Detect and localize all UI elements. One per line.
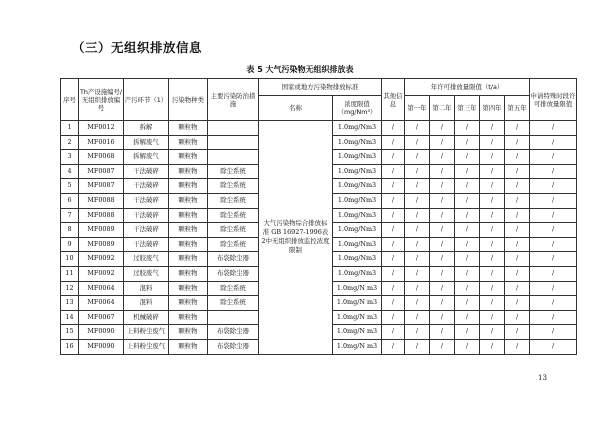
cell-process: 上料粉尘废气 xyxy=(124,325,169,340)
cell-y1: / xyxy=(405,179,430,194)
cell-y3: / xyxy=(455,325,480,340)
cell-y1: / xyxy=(405,266,430,281)
cell-y3: / xyxy=(455,208,480,223)
cell-y1: / xyxy=(405,150,430,165)
header-standard-group: 国家或地方污染物排放标准 xyxy=(259,79,382,96)
cell-facility: MF0068 xyxy=(79,150,124,165)
cell-y5: / xyxy=(505,281,530,296)
cell-process: 过胶废气 xyxy=(124,252,169,267)
cell-y1: / xyxy=(405,296,430,311)
cell-control xyxy=(208,121,259,136)
cell-y5: / xyxy=(505,150,530,165)
cell-special: / xyxy=(530,325,577,340)
cell-control: 布袋除尘器 xyxy=(208,252,259,267)
cell-y5: / xyxy=(505,164,530,179)
cell-y5: / xyxy=(505,135,530,150)
cell-control: 除尘系统 xyxy=(208,296,259,311)
cell-y4: / xyxy=(480,339,505,354)
cell-special: / xyxy=(530,164,577,179)
cell-y2: / xyxy=(430,150,455,165)
cell-pollutant: 颗粒物 xyxy=(169,237,208,252)
cell-y4: / xyxy=(480,208,505,223)
cell-control: 除尘系统 xyxy=(208,281,259,296)
cell-special: / xyxy=(530,121,577,136)
cell-seq: 10 xyxy=(61,252,79,267)
header-special: 申请特殊时段许可排放量限值 xyxy=(530,79,577,121)
cell-pollutant: 颗粒物 xyxy=(169,179,208,194)
cell-other: / xyxy=(382,296,405,311)
cell-process: 干法破碎 xyxy=(124,223,169,238)
cell-special: / xyxy=(530,281,577,296)
cell-y4: / xyxy=(480,179,505,194)
header-year5: 第五年 xyxy=(505,96,530,121)
cell-process: 干法破碎 xyxy=(124,193,169,208)
cell-other: / xyxy=(382,135,405,150)
cell-y2: / xyxy=(430,281,455,296)
cell-y5: / xyxy=(505,310,530,325)
cell-seq: 15 xyxy=(61,325,79,340)
cell-pollutant: 颗粒物 xyxy=(169,208,208,223)
cell-seq: 16 xyxy=(61,339,79,354)
cell-facility: MF0087 xyxy=(79,179,124,194)
cell-process: 上料粉尘废气 xyxy=(124,339,169,354)
header-control: 主要污染防治措施 xyxy=(208,79,259,121)
cell-facility: MF0064 xyxy=(79,296,124,311)
cell-special: / xyxy=(530,339,577,354)
section-title: （三）无组织排放信息 xyxy=(72,40,203,55)
cell-other: / xyxy=(382,208,405,223)
cell-control: 除尘系统 xyxy=(208,164,259,179)
cell-special: / xyxy=(530,310,577,325)
cell-conc: 1.0mg/Nm3 xyxy=(333,208,382,223)
header-year1: 第一年 xyxy=(405,96,430,121)
cell-special: / xyxy=(530,252,577,267)
cell-y3: / xyxy=(455,179,480,194)
cell-special: / xyxy=(530,179,577,194)
cell-y3: / xyxy=(455,164,480,179)
cell-facility: MF0090 xyxy=(79,339,124,354)
header-pollutant: 污染物种类 xyxy=(169,79,208,121)
cell-conc: 1.0mg/N m3 xyxy=(333,339,382,354)
cell-seq: 13 xyxy=(61,296,79,311)
cell-pollutant: 颗粒物 xyxy=(169,325,208,340)
cell-y1: / xyxy=(405,237,430,252)
cell-seq: 3 xyxy=(61,150,79,165)
cell-pollutant: 颗粒物 xyxy=(169,252,208,267)
cell-y4: / xyxy=(480,223,505,238)
cell-pollutant: 颗粒物 xyxy=(169,339,208,354)
cell-process: 混料 xyxy=(124,281,169,296)
cell-facility: MF0012 xyxy=(79,121,124,136)
cell-conc: 1.0mg/Nm3 xyxy=(333,164,382,179)
cell-y1: / xyxy=(405,281,430,296)
cell-y1: / xyxy=(405,121,430,136)
header-process: 产污环节（1） xyxy=(124,79,169,121)
cell-y2: / xyxy=(430,223,455,238)
cell-y2: / xyxy=(430,325,455,340)
cell-facility: MF0092 xyxy=(79,266,124,281)
cell-y3: / xyxy=(455,237,480,252)
cell-y4: / xyxy=(480,150,505,165)
cell-process: 干法破碎 xyxy=(124,208,169,223)
cell-y5: / xyxy=(505,325,530,340)
cell-y4: / xyxy=(480,252,505,267)
cell-seq: 14 xyxy=(61,310,79,325)
cell-y3: / xyxy=(455,281,480,296)
cell-facility: MF0089 xyxy=(79,223,124,238)
cell-y4: / xyxy=(480,325,505,340)
cell-seq: 8 xyxy=(61,223,79,238)
cell-conc: 1.0mg/Nm3 xyxy=(333,193,382,208)
cell-special: / xyxy=(530,150,577,165)
cell-pollutant: 颗粒物 xyxy=(169,164,208,179)
emission-table xyxy=(60,78,577,355)
cell-seq: 5 xyxy=(61,179,79,194)
cell-other: / xyxy=(382,339,405,354)
cell-control: 布袋除尘器 xyxy=(208,266,259,281)
cell-y1: / xyxy=(405,339,430,354)
cell-other: / xyxy=(382,121,405,136)
cell-facility: MF0089 xyxy=(79,237,124,252)
cell-conc: 1.0mg/N m3 xyxy=(333,310,382,325)
cell-pollutant: 颗粒物 xyxy=(169,223,208,238)
cell-facility: MF0067 xyxy=(79,310,124,325)
cell-control: 布袋除尘器 xyxy=(208,325,259,340)
table-caption: 表 5 大气污染物无组织排放表 xyxy=(246,65,354,74)
cell-y4: / xyxy=(480,135,505,150)
cell-pollutant: 颗粒物 xyxy=(169,266,208,281)
cell-y2: / xyxy=(430,296,455,311)
cell-y3: / xyxy=(455,252,480,267)
cell-process: 干法破碎 xyxy=(124,179,169,194)
cell-other: / xyxy=(382,310,405,325)
cell-conc: 1.0mg/Nm3 xyxy=(333,121,382,136)
cell-conc: 1.0mg/N m3 xyxy=(333,281,382,296)
header-seq: 序号 xyxy=(61,79,79,121)
cell-y1: / xyxy=(405,310,430,325)
header-year4: 第四年 xyxy=(480,96,505,121)
cell-y4: / xyxy=(480,164,505,179)
cell-special: / xyxy=(530,266,577,281)
cell-facility: MF0088 xyxy=(79,193,124,208)
cell-seq: 9 xyxy=(61,237,79,252)
cell-y1: / xyxy=(405,252,430,267)
cell-y5: / xyxy=(505,266,530,281)
cell-y3: / xyxy=(455,150,480,165)
cell-process: 干法破碎 xyxy=(124,164,169,179)
cell-y3: / xyxy=(455,135,480,150)
cell-conc: 1.0mg/Nm3 xyxy=(333,223,382,238)
cell-y5: / xyxy=(505,223,530,238)
cell-process: 过胶废气 xyxy=(124,266,169,281)
cell-seq: 7 xyxy=(61,208,79,223)
cell-y2: / xyxy=(430,164,455,179)
cell-conc: 1.0mg/Nm3 xyxy=(333,135,382,150)
cell-control: 除尘系统 xyxy=(208,193,259,208)
cell-y4: / xyxy=(480,296,505,311)
cell-y2: / xyxy=(430,339,455,354)
cell-special: / xyxy=(530,208,577,223)
cell-other: / xyxy=(382,164,405,179)
cell-process: 拆解 xyxy=(124,121,169,136)
cell-y2: / xyxy=(430,121,455,136)
cell-other: / xyxy=(382,150,405,165)
cell-facility: MF0016 xyxy=(79,135,124,150)
cell-other: / xyxy=(382,325,405,340)
cell-conc: 1.0mg/N m3 xyxy=(333,325,382,340)
cell-conc: 1.0mg/Nm3 xyxy=(333,252,382,267)
cell-process: 拆解废气 xyxy=(124,150,169,165)
cell-control: 除尘系统 xyxy=(208,179,259,194)
cell-facility: MF0088 xyxy=(79,208,124,223)
cell-seq: 11 xyxy=(61,266,79,281)
header-annual-group: 年许可排放量限值（t/a） xyxy=(405,79,530,96)
header-concentration: 浓度限值（mg/Nm³） xyxy=(333,96,382,121)
cell-control xyxy=(208,150,259,165)
cell-y3: / xyxy=(455,193,480,208)
cell-conc: 1.0mg/Nm3 xyxy=(333,179,382,194)
header-standard-name: 名称 xyxy=(259,96,333,121)
cell-pollutant: 颗粒物 xyxy=(169,310,208,325)
cell-y4: / xyxy=(480,310,505,325)
cell-conc: 1.0mg/Nm3 xyxy=(333,237,382,252)
cell-special: / xyxy=(530,193,577,208)
cell-y3: / xyxy=(455,121,480,136)
cell-y3: / xyxy=(455,296,480,311)
standard-name-cell: 大气污染物综合排放标准 GB 16927-1996表2中无组织排放监控浓度限制 xyxy=(259,121,333,355)
cell-conc: 1.0mg/Nm3 xyxy=(333,266,382,281)
cell-seq: 6 xyxy=(61,193,79,208)
cell-other: / xyxy=(382,281,405,296)
cell-y2: / xyxy=(430,252,455,267)
cell-y5: / xyxy=(505,296,530,311)
cell-facility: MF0087 xyxy=(79,164,124,179)
cell-seq: 4 xyxy=(61,164,79,179)
table-row xyxy=(61,121,577,136)
cell-y1: / xyxy=(405,164,430,179)
cell-y3: / xyxy=(455,266,480,281)
cell-process: 机械破碎 xyxy=(124,310,169,325)
cell-pollutant: 颗粒物 xyxy=(169,296,208,311)
header-year2: 第二年 xyxy=(430,96,455,121)
cell-y5: / xyxy=(505,208,530,223)
cell-y2: / xyxy=(430,266,455,281)
header-year3: 第三年 xyxy=(455,96,480,121)
cell-y4: / xyxy=(480,121,505,136)
cell-y5: / xyxy=(505,237,530,252)
cell-y5: / xyxy=(505,179,530,194)
cell-special: / xyxy=(530,237,577,252)
cell-pollutant: 颗粒物 xyxy=(169,281,208,296)
cell-process: 混料 xyxy=(124,296,169,311)
cell-other: / xyxy=(382,193,405,208)
header-facility: Th产设施编号/无组织排放编号 xyxy=(79,79,124,121)
cell-y2: / xyxy=(430,135,455,150)
cell-other: / xyxy=(382,237,405,252)
cell-pollutant: 颗粒物 xyxy=(169,150,208,165)
cell-y1: / xyxy=(405,135,430,150)
cell-facility: MF0090 xyxy=(79,325,124,340)
cell-control: 除尘系统 xyxy=(208,223,259,238)
cell-y2: / xyxy=(430,237,455,252)
cell-other: / xyxy=(382,223,405,238)
cell-seq: 12 xyxy=(61,281,79,296)
cell-y5: / xyxy=(505,121,530,136)
cell-y4: / xyxy=(480,266,505,281)
cell-y2: / xyxy=(430,193,455,208)
cell-other: / xyxy=(382,252,405,267)
cell-y4: / xyxy=(480,193,505,208)
cell-process: 干法破碎 xyxy=(124,237,169,252)
cell-y1: / xyxy=(405,325,430,340)
cell-y2: / xyxy=(430,179,455,194)
cell-y1: / xyxy=(405,193,430,208)
cell-y3: / xyxy=(455,339,480,354)
cell-y1: / xyxy=(405,208,430,223)
page-number: 13 xyxy=(538,374,547,382)
cell-y4: / xyxy=(480,237,505,252)
cell-conc: 1.0mg/N m3 xyxy=(333,296,382,311)
cell-pollutant: 颗粒物 xyxy=(169,135,208,150)
cell-pollutant: 颗粒物 xyxy=(169,193,208,208)
cell-y2: / xyxy=(430,208,455,223)
cell-control: 除尘系统 xyxy=(208,237,259,252)
cell-conc: 1.0mg/Nm3 xyxy=(333,150,382,165)
cell-facility: MF0064 xyxy=(79,281,124,296)
cell-y5: / xyxy=(505,339,530,354)
cell-seq: 1 xyxy=(61,121,79,136)
cell-y2: / xyxy=(430,310,455,325)
cell-y4: / xyxy=(480,281,505,296)
cell-special: / xyxy=(530,296,577,311)
cell-pollutant: 颗粒物 xyxy=(169,121,208,136)
cell-y5: / xyxy=(505,193,530,208)
cell-control: 除尘系统 xyxy=(208,208,259,223)
cell-control: 布袋除尘器 xyxy=(208,339,259,354)
cell-process: 拆解废气 xyxy=(124,135,169,150)
cell-other: / xyxy=(382,179,405,194)
cell-special: / xyxy=(530,223,577,238)
cell-special: / xyxy=(530,135,577,150)
cell-seq: 2 xyxy=(61,135,79,150)
cell-other: / xyxy=(382,266,405,281)
cell-y1: / xyxy=(405,223,430,238)
cell-y3: / xyxy=(455,223,480,238)
cell-y5: / xyxy=(505,252,530,267)
cell-control xyxy=(208,135,259,150)
cell-control xyxy=(208,310,259,325)
header-other: 其他信息 xyxy=(382,79,405,121)
cell-y3: / xyxy=(455,310,480,325)
cell-facility: MF0092 xyxy=(79,252,124,267)
